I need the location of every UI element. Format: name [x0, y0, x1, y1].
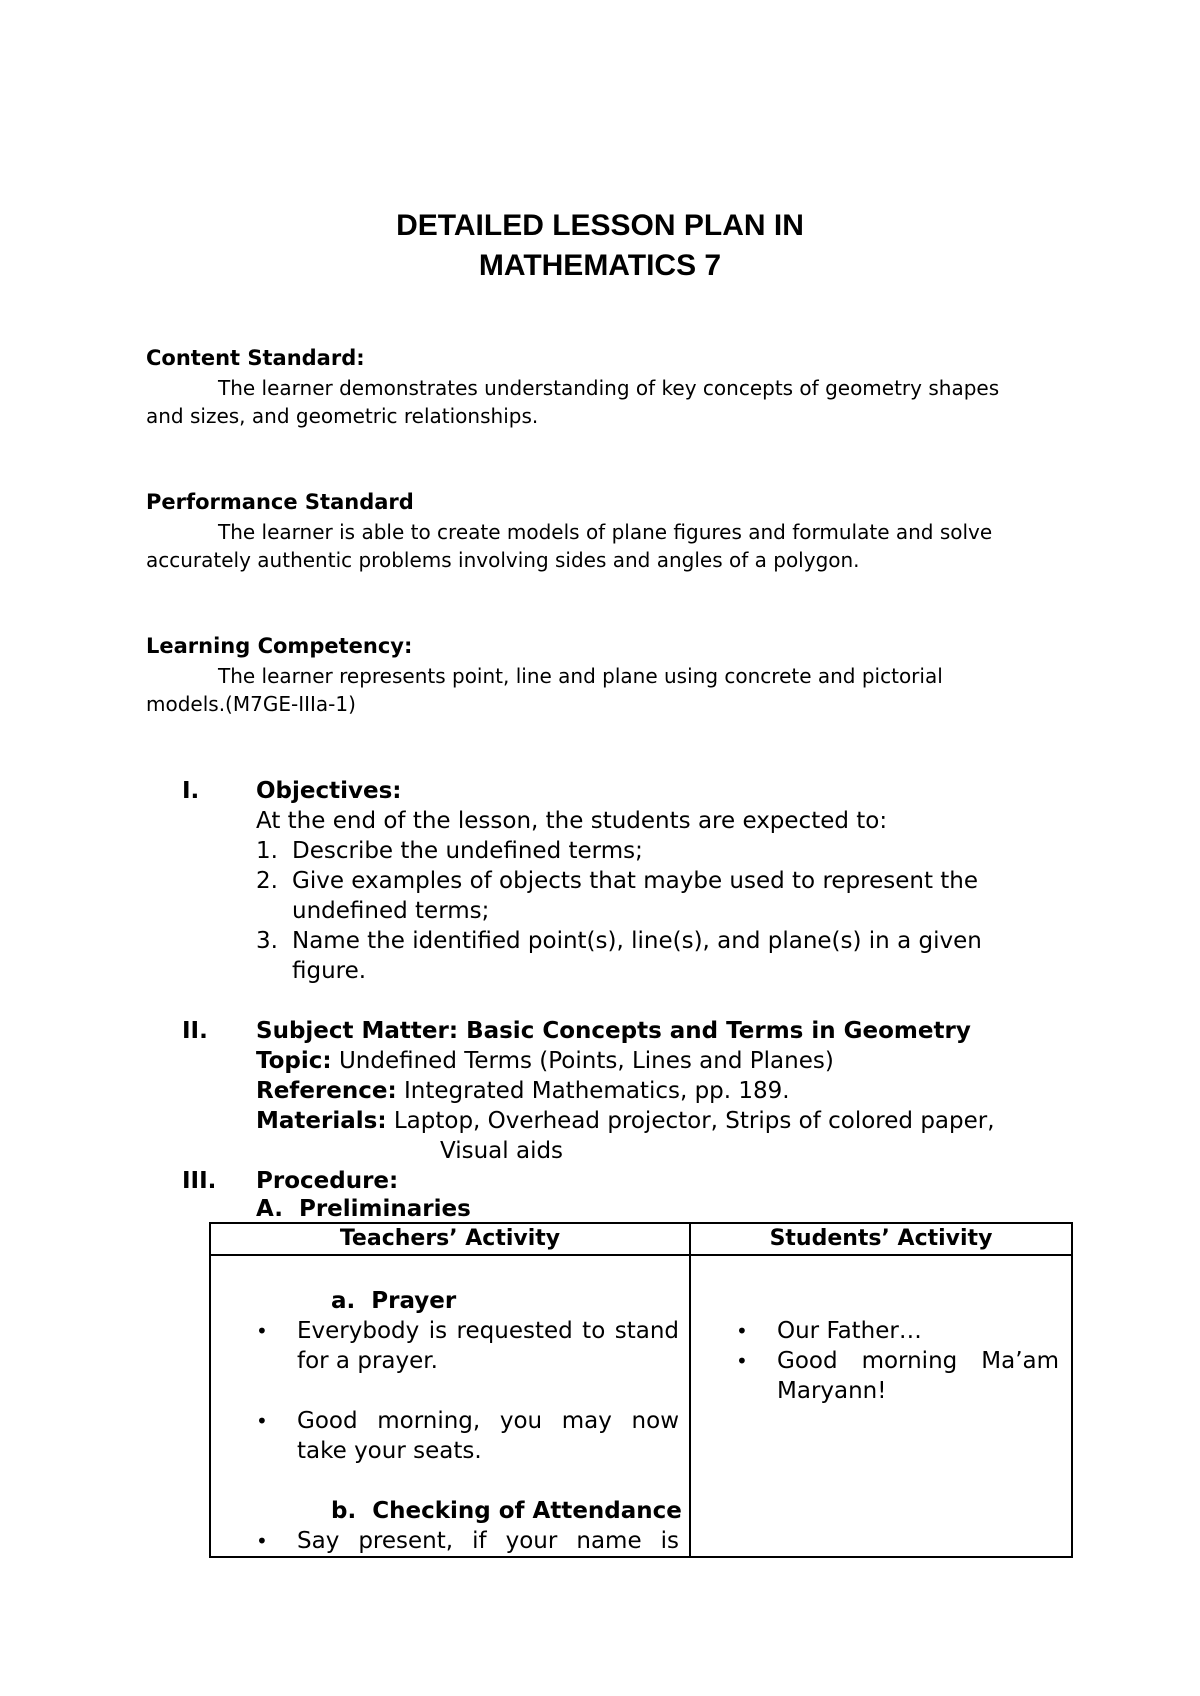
objectives-intro: At the end of the lesson, the students are expected to: — [256, 808, 888, 834]
objective-3-text-line2: figure. — [292, 958, 367, 984]
subject-matter-numeral: II. — [182, 1018, 208, 1044]
students-activity-cell — [690, 1255, 1072, 1557]
objective-3-number: 3. — [256, 928, 278, 954]
document-title-line1: DETAILED LESSON PLAN IN — [396, 209, 804, 242]
performance-standard-line2: accurately authentic problems involving sides and angles of a polygon. — [146, 548, 860, 572]
topic-label: Topic: — [256, 1048, 332, 1074]
topic-row — [256, 1046, 1076, 1076]
activity-table — [209, 1222, 1073, 1558]
student-response-2: • Good morning Ma’am Maryann! — [731, 1346, 1059, 1406]
objective-1-number: 1. — [256, 838, 278, 864]
content-standard-heading: Content Standard: — [146, 346, 365, 370]
objective-3-text-line1: Name the identified point(s), line(s), and plane(s) in a given — [292, 928, 982, 954]
performance-standard-heading: Performance Standard — [146, 490, 414, 514]
objective-1-text: Describe the undefined terms; — [292, 838, 643, 864]
teacher-attendance-item-1: • Say present, if your name is — [251, 1526, 679, 1556]
preliminaries-heading: A. Preliminaries — [256, 1196, 471, 1222]
prayer-heading: a. Prayer — [331, 1288, 457, 1314]
objectives-numeral: I. — [182, 778, 200, 804]
subject-matter-heading: Subject Matter: Basic Concepts and Terms in Geometry — [256, 1018, 971, 1044]
reference-label: Reference: — [256, 1078, 397, 1104]
objectives-heading: Objectives: — [256, 778, 402, 804]
materials-value-continued: Visual aids — [440, 1138, 564, 1164]
student-response-1: • Our Father… — [731, 1316, 1059, 1346]
attendance-heading: b. Checking of Attendance — [331, 1498, 682, 1524]
procedure-numeral: III. — [182, 1168, 217, 1194]
topic-value: Undefined Terms (Points, Lines and Planes) — [338, 1048, 834, 1074]
learning-competency-line1: The learner represents point, line and plane using concrete and pictorial — [218, 664, 943, 688]
learning-competency-heading: Learning Competency: — [146, 634, 413, 658]
teacher-prayer-item-2: • Good morning, you may now take your seats. — [251, 1406, 679, 1466]
teacher-prayer-item-1: • Everybody is requested to stand for a prayer. — [251, 1316, 679, 1376]
reference-value: Integrated Mathematics, pp. 189. — [403, 1078, 790, 1104]
objective-2-text-line2: undefined terms; — [292, 898, 490, 924]
document-title-line2: MATHEMATICS 7 — [478, 249, 722, 282]
procedure-heading: Procedure: — [256, 1168, 399, 1194]
content-standard-line2: and sizes, and geometric relationships. — [146, 404, 539, 428]
teachers-activity-header: Teachers’ Activity — [210, 1223, 690, 1255]
learning-competency-line2: models.(M7GE-IIIa-1) — [146, 692, 356, 716]
materials-label: Materials: — [256, 1108, 387, 1134]
objective-2-number: 2. — [256, 868, 278, 894]
teachers-activity-cell — [210, 1255, 690, 1557]
students-activity-header: Students’ Activity — [690, 1223, 1072, 1255]
reference-row — [256, 1076, 1076, 1106]
materials-value: Laptop, Overhead projector, Strips of colored paper, — [393, 1108, 995, 1134]
objective-2-text-line1: Give examples of objects that maybe used to represent the — [292, 868, 979, 894]
performance-standard-line1: The learner is able to create models of plane figures and formulate and solve — [218, 520, 993, 544]
materials-row — [256, 1106, 1076, 1136]
content-standard-line1: The learner demonstrates understanding of key concepts of geometry shapes — [218, 376, 1000, 400]
